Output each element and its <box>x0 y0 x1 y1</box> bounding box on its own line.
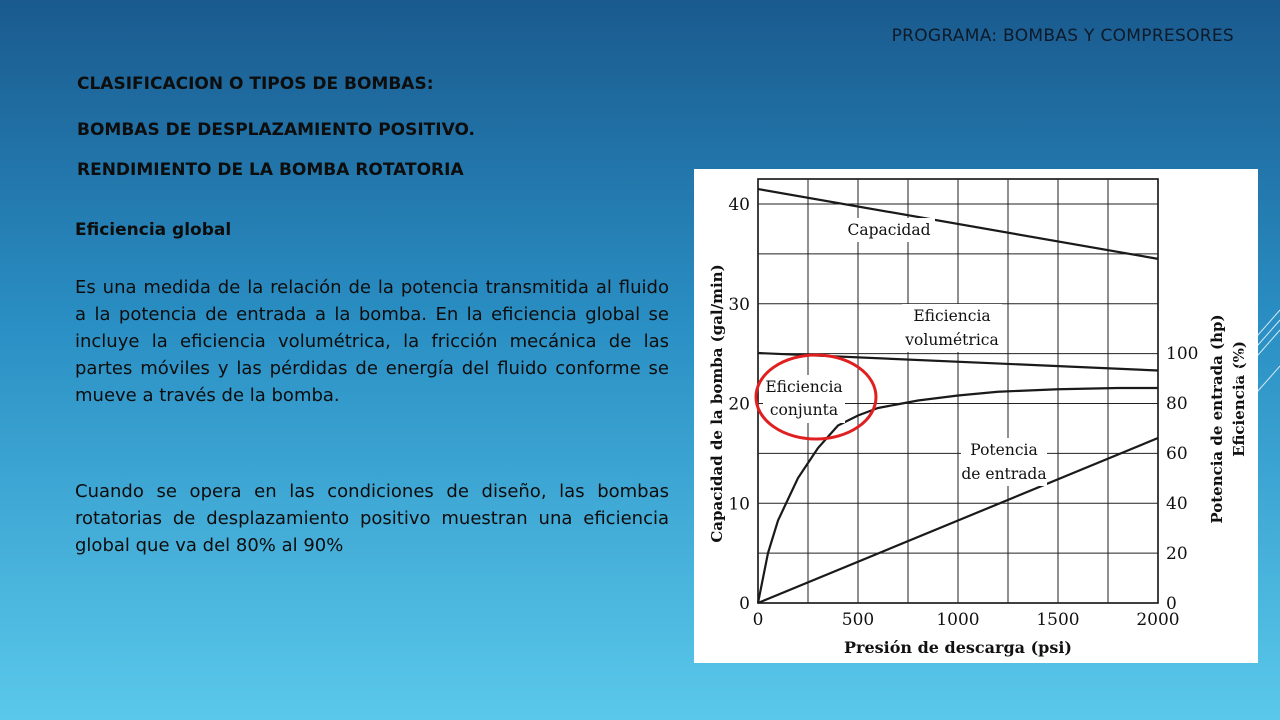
x-axis-title: Presión de descarga (psi) <box>844 638 1072 657</box>
performance-chart <box>694 169 1258 663</box>
x-tick-label: 1500 <box>1036 610 1080 630</box>
program-header: PROGRAMA: BOMBAS Y COMPRESORES <box>891 26 1234 46</box>
y-left-tick-label: 30 <box>728 294 750 315</box>
section-subtitle: Eficiencia global <box>75 220 232 240</box>
series-label: Eficiencia <box>765 378 843 396</box>
y-axis-left-title: Capacidad de la bomba (gal/min) <box>708 264 726 543</box>
heading-positive-displacement: BOMBAS DE DESPLAZAMIENTO POSITIVO. <box>77 120 475 140</box>
y-left-tick-label: 10 <box>728 494 750 515</box>
x-tick-label: 2000 <box>1136 610 1180 630</box>
decorative-lines <box>1236 300 1280 400</box>
y-right-tick-label: 60 <box>1166 444 1188 464</box>
y-right-tick-label: 100 <box>1166 344 1199 364</box>
x-tick-label: 500 <box>841 610 875 630</box>
y-axis-right-title-power: Potencia de entrada (hp) <box>1208 314 1226 524</box>
heading-classification: CLASIFICACION O TIPOS DE BOMBAS: <box>77 74 434 94</box>
y-right-tick-label: 0 <box>1166 594 1177 614</box>
y-left-tick-label: 40 <box>728 195 750 215</box>
y-left-tick-label: 0 <box>739 594 750 614</box>
x-tick-label: 1000 <box>936 610 980 630</box>
paragraph-definition: Es una medida de la relación de la potencia transmitida al fluido a la potencia de entrada a la bomba. En la eficiencia global se incluye la eficiencia volumétrica, la fricción mecánica de las partes móviles y las pérdidas de energía del fluido conforme se mueve a través de la bomba. <box>75 277 669 406</box>
y-right-tick-label: 40 <box>1166 494 1188 514</box>
series-label: volumétrica <box>905 331 999 349</box>
y-right-tick-label: 80 <box>1166 394 1188 414</box>
y-right-tick-label: 20 <box>1166 544 1188 564</box>
series-label: Eficiencia <box>913 307 991 325</box>
paragraph-design-conditions: Cuando se opera en las condiciones de diseño, las bombas rotatorias de desplazamiento positivo muestran una eficiencia global que va del 80% al 90% <box>75 481 669 556</box>
series-label: conjunta <box>769 401 839 419</box>
series-label: Capacidad <box>847 221 931 239</box>
heading-rotary-performance: RENDIMIENTO DE LA BOMBA ROTATORIA <box>77 160 464 180</box>
series-label: de entrada <box>961 465 1047 483</box>
x-tick-label: 0 <box>752 610 764 630</box>
y-axis-right-title-efficiency: Eficiencia (%) <box>1230 341 1248 457</box>
series-label: Potencia <box>970 441 1038 459</box>
y-left-tick-label: 20 <box>728 394 750 415</box>
chart-container <box>694 169 1258 663</box>
